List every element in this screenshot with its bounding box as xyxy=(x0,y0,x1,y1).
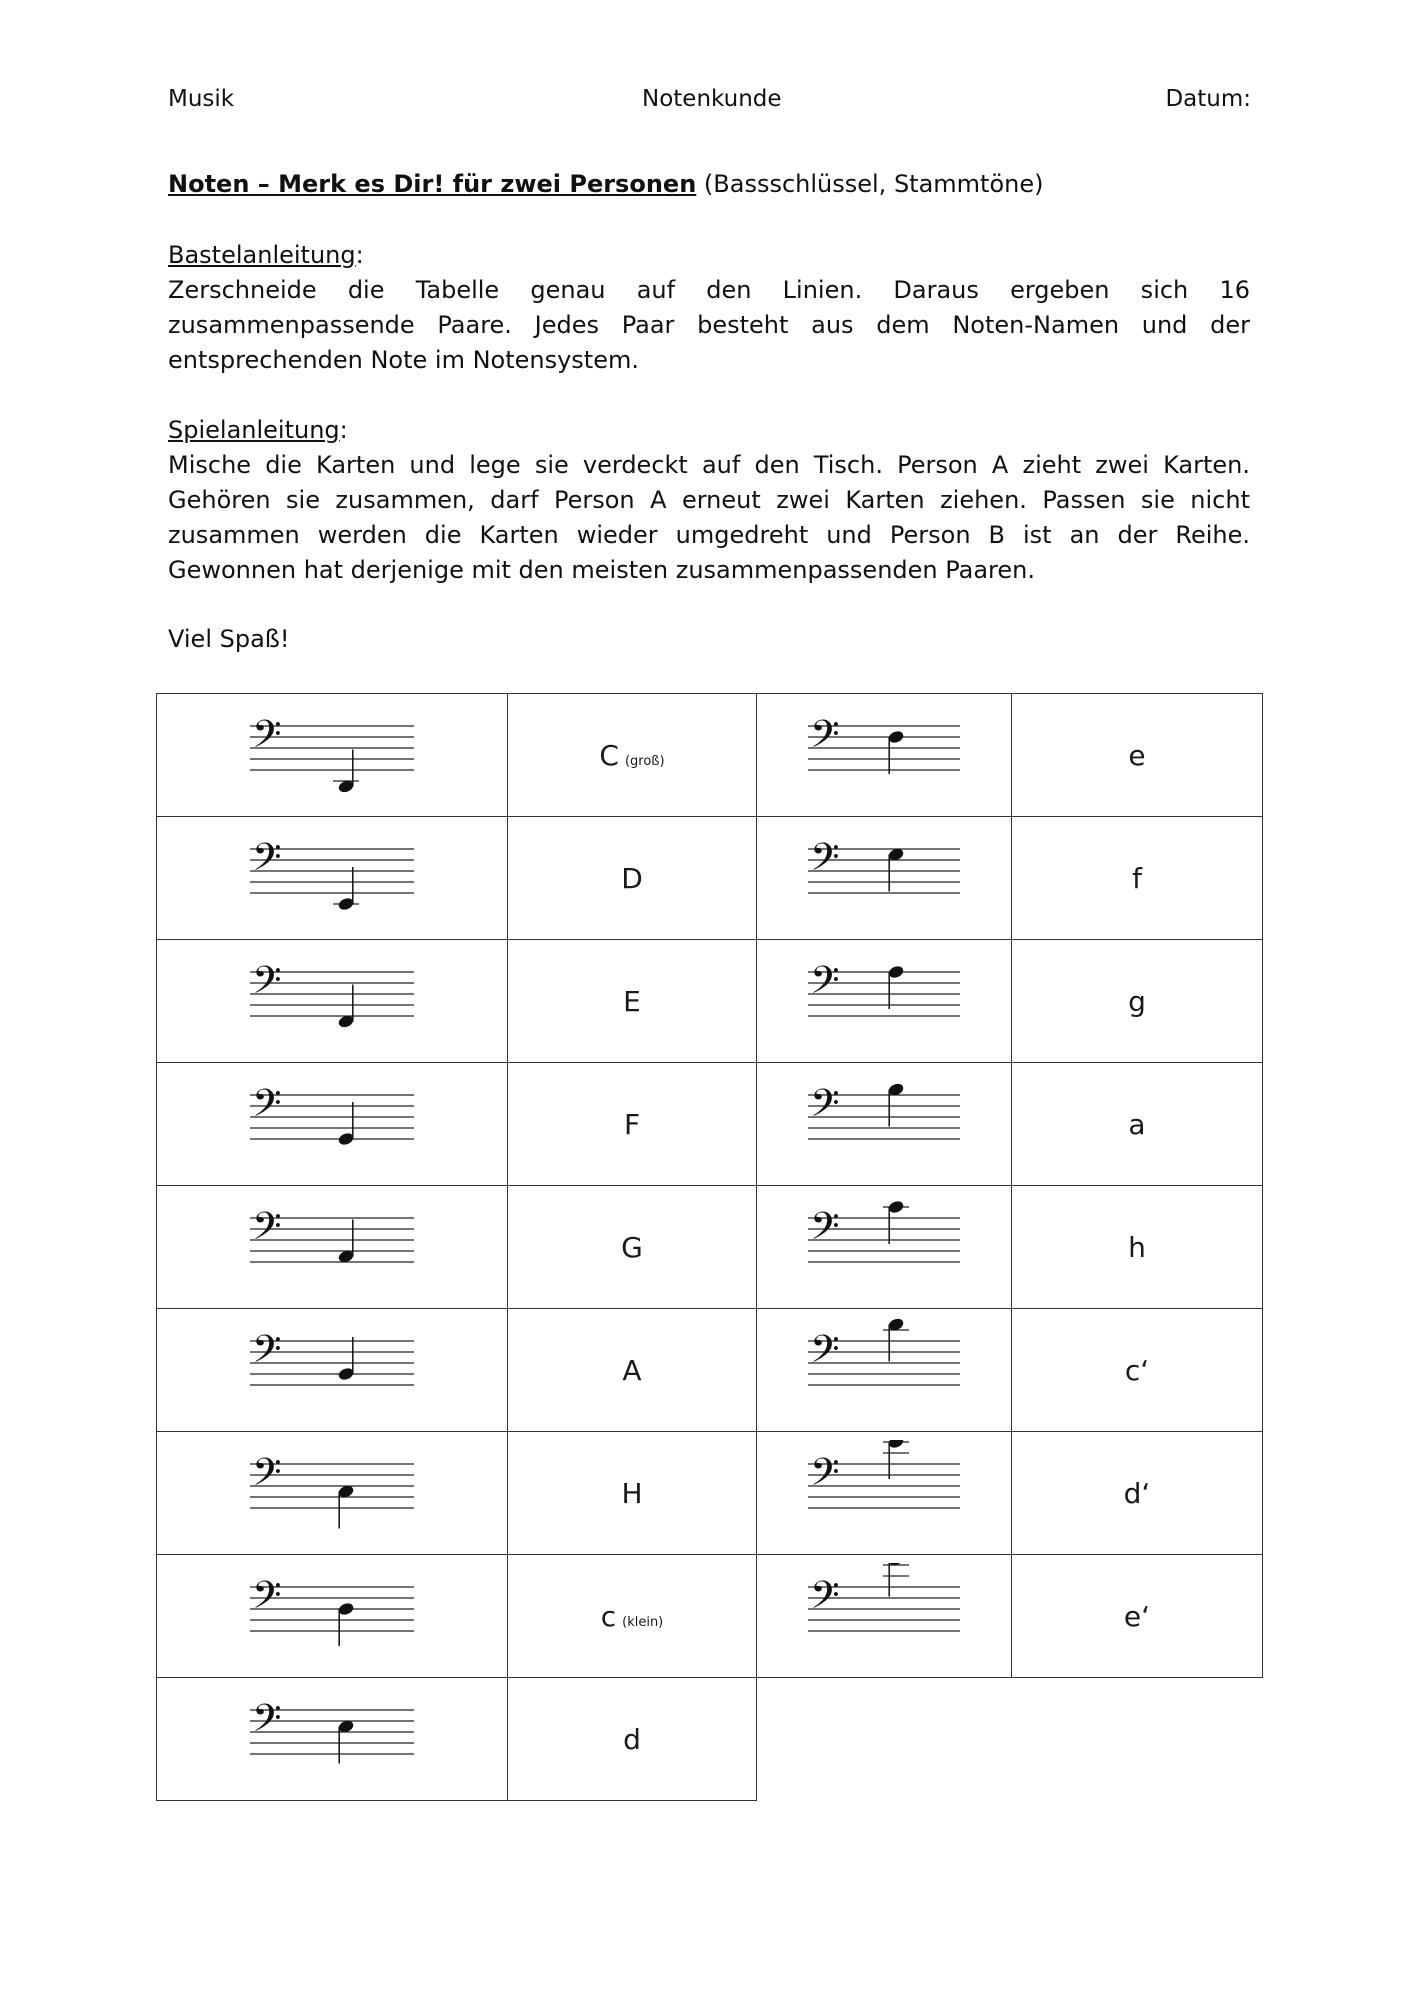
play-heading-text: Spielanleitung xyxy=(168,416,340,444)
staff-card[interactable] xyxy=(157,940,508,1063)
note-name-letter: f xyxy=(1132,861,1142,895)
note-name-letter: d xyxy=(623,1722,641,1756)
card-row xyxy=(157,1555,1263,1678)
note-name-letter: A xyxy=(622,1353,642,1387)
note-name-card[interactable] xyxy=(1012,940,1263,1063)
date-label: Datum: xyxy=(1165,86,1251,112)
staff-card[interactable] xyxy=(157,1678,508,1801)
note-name-letter: F xyxy=(623,1107,641,1141)
note-name-letter: h xyxy=(1128,1230,1146,1264)
play-heading-colon: : xyxy=(339,416,348,444)
note-name-card[interactable] xyxy=(1012,1309,1263,1432)
note-name-letter: C xyxy=(599,738,619,772)
card-row xyxy=(157,1432,1263,1555)
bass-clef-icon: 𝄢 xyxy=(252,957,282,1012)
staff-card[interactable] xyxy=(757,694,1012,817)
note-name-card[interactable] xyxy=(508,817,757,940)
build-instructions-heading xyxy=(168,238,1250,273)
staff-card[interactable] xyxy=(757,940,1012,1063)
bass-clef-staff xyxy=(804,1317,964,1423)
note-name-card[interactable] xyxy=(1012,1063,1263,1186)
note-name-card[interactable] xyxy=(508,1186,757,1309)
bass-clef-staff xyxy=(246,702,418,808)
note-name-letter: E xyxy=(623,984,641,1018)
bass-clef-staff xyxy=(804,1194,964,1300)
bass-clef-staff xyxy=(804,825,964,931)
staff-card[interactable] xyxy=(157,1555,508,1678)
bass-clef-staff xyxy=(246,1686,418,1792)
note-name xyxy=(1128,739,1145,772)
note-name-qualifier: (klein) xyxy=(622,1614,664,1630)
note-name xyxy=(1132,862,1142,895)
bass-clef-icon: 𝄢 xyxy=(252,1326,282,1381)
empty-cell xyxy=(757,1678,1012,1801)
note-name-card[interactable] xyxy=(508,1063,757,1186)
bass-clef-staff xyxy=(804,1563,964,1669)
bass-clef-staff xyxy=(246,1563,418,1669)
staff-card[interactable] xyxy=(757,1063,1012,1186)
bass-clef-icon: 𝄢 xyxy=(810,1572,840,1627)
memory-card-table xyxy=(156,693,1263,1801)
card-row xyxy=(157,1309,1263,1432)
card-row xyxy=(157,1063,1263,1186)
note-name xyxy=(621,862,643,895)
bass-clef-staff xyxy=(804,1071,964,1177)
bass-clef-staff xyxy=(804,1440,964,1546)
staff-card[interactable] xyxy=(157,1186,508,1309)
bass-clef-icon: 𝄢 xyxy=(810,711,840,766)
bass-clef-staff xyxy=(804,702,964,808)
title-main: Noten – Merk es Dir! für zwei Personen xyxy=(168,170,697,198)
subject-label: Musik xyxy=(168,86,235,112)
note-name-letter: a xyxy=(1128,1107,1146,1141)
card-row xyxy=(157,817,1263,940)
note-name-letter: H xyxy=(621,1476,643,1510)
note-name-letter: D xyxy=(621,861,643,895)
topic-label: Notenkunde xyxy=(642,86,782,112)
note-name-card[interactable] xyxy=(1012,1555,1263,1678)
staff-card[interactable] xyxy=(757,1555,1012,1678)
note-name xyxy=(624,1108,640,1141)
bass-clef-staff xyxy=(804,948,964,1054)
note-name xyxy=(623,1723,641,1756)
note-name xyxy=(622,1354,641,1387)
note-name-letter: c xyxy=(600,1599,617,1633)
staff-card[interactable] xyxy=(157,1063,508,1186)
bass-clef-icon: 𝄢 xyxy=(810,1326,840,1381)
play-instructions-text: Mische die Karten und lege sie verdeckt auf den Tisch. Person A zieht zwei Karten. Gehören sie zusammen, darf Person A erneut zwei Karten ziehen. Passen sie nicht zusammen werden die Karten wieder umgedreht und Person B ist an der Reihe. Gewonnen hat derjenige mit den meisten zusammenpassenden Paaren. xyxy=(168,451,1250,584)
note-name-card[interactable] xyxy=(508,940,757,1063)
card-row xyxy=(157,1186,1263,1309)
staff-card[interactable] xyxy=(757,1432,1012,1555)
note-name xyxy=(1125,1354,1149,1387)
note-name-card[interactable] xyxy=(508,694,757,817)
bass-clef-icon: 𝄢 xyxy=(252,834,282,889)
title-sub: (Bassschlüssel, Stammtöne) xyxy=(696,170,1044,198)
staff-card[interactable] xyxy=(157,1309,508,1432)
bass-clef-staff xyxy=(246,1071,418,1177)
bass-clef-icon: 𝄢 xyxy=(810,1203,840,1258)
staff-card[interactable] xyxy=(757,817,1012,940)
build-heading-text: Bastelanleitung xyxy=(168,241,356,269)
bass-clef-icon: 𝄢 xyxy=(252,1203,282,1258)
card-row xyxy=(157,1678,1263,1801)
note-name-card[interactable] xyxy=(1012,817,1263,940)
note-name-letter: d‘ xyxy=(1123,1476,1151,1510)
bass-clef-staff xyxy=(246,825,418,931)
empty-cell xyxy=(1012,1678,1263,1801)
note-name-card[interactable] xyxy=(1012,1432,1263,1555)
bass-clef-icon: 𝄢 xyxy=(810,834,840,889)
bass-clef-icon: 𝄢 xyxy=(252,1449,282,1504)
bass-clef-staff xyxy=(246,948,418,1054)
note-name xyxy=(1128,1231,1146,1264)
bass-clef-icon: 𝄢 xyxy=(810,957,840,1012)
note-name xyxy=(623,985,641,1018)
play-instructions-heading xyxy=(168,413,1250,448)
bass-clef-icon: 𝄢 xyxy=(252,711,282,766)
note-name-letter: e xyxy=(1128,738,1146,772)
note-name-card[interactable] xyxy=(1012,1186,1263,1309)
note-name-card[interactable] xyxy=(508,1432,757,1555)
note-name xyxy=(621,1231,643,1264)
worksheet-title xyxy=(168,167,1250,202)
build-instructions-text: Zerschneide die Tabelle genau auf den Linien. Daraus ergeben sich 16 zusammenpassende Paare. Jedes Paar besteht aus dem Noten-Namen und der entsprechenden Note im Notensystem. xyxy=(168,276,1250,374)
note-name xyxy=(599,739,664,772)
note-name xyxy=(601,1600,664,1633)
bass-clef-staff xyxy=(246,1440,418,1546)
note-name xyxy=(621,1477,642,1510)
bass-clef-icon: 𝄢 xyxy=(252,1695,282,1750)
note-name-card[interactable] xyxy=(508,1678,757,1801)
closing-text: Viel Spaß! xyxy=(168,625,290,653)
note-name-card[interactable] xyxy=(508,1309,757,1432)
note-name-card[interactable] xyxy=(1012,694,1263,817)
note-name xyxy=(1128,985,1146,1018)
note-name-card[interactable] xyxy=(508,1555,757,1678)
note-name xyxy=(1128,1108,1145,1141)
bass-clef-staff xyxy=(246,1194,418,1300)
card-row xyxy=(157,694,1263,817)
bass-clef-icon: 𝄢 xyxy=(810,1449,840,1504)
staff-card[interactable] xyxy=(757,1186,1012,1309)
bass-clef-icon: 𝄢 xyxy=(810,1080,840,1135)
card-row xyxy=(157,940,1263,1063)
note-name xyxy=(1124,1477,1151,1510)
build-heading-colon: : xyxy=(355,241,364,269)
note-name-letter: g xyxy=(1128,984,1146,1018)
staff-card[interactable] xyxy=(157,817,508,940)
staff-card[interactable] xyxy=(157,694,508,817)
bass-clef-icon: 𝄢 xyxy=(252,1572,282,1627)
bass-clef-staff xyxy=(246,1317,418,1423)
note-name-letter: c‘ xyxy=(1124,1353,1150,1387)
staff-card[interactable] xyxy=(757,1309,1012,1432)
staff-card[interactable] xyxy=(157,1432,508,1555)
note-name-letter: G xyxy=(621,1230,643,1264)
bass-clef-icon: 𝄢 xyxy=(252,1080,282,1135)
note-name-qualifier: (groß) xyxy=(624,753,665,769)
note-name xyxy=(1124,1600,1150,1633)
note-name-letter: e‘ xyxy=(1123,1599,1151,1633)
